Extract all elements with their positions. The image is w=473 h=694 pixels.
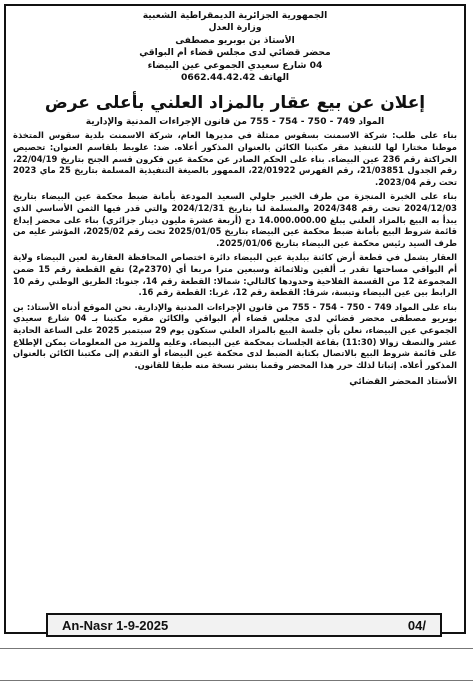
bailiff-phone: الهاتف 0662.44.42.42 (180, 72, 290, 84)
legal-notice (4, 4, 466, 634)
page-divider (0, 648, 473, 649)
paragraph-expertise: بناء على الخبرة المنجزة من طرف الخبير جلولي السعيد المودعة بأمانة ضبط محكمة عين البيضاء بتاريخ 2024/12/03 تحت رقم 2024/348 والمسلمة لنا بتاريخ 2024/12/31 والتي قدر فيها الثمن الأساسي الذي يبدأ به البيع بالمزاد العلني يبلغ 14.000.000.00 دج (أربعة عشرة مليون دينار جزائري) بناء على محضر إيداع قائمة شروط البيع بأمانة ضبط محكمة عين البيضاء بتاريخ 2025/01/05 تحت رقم 2025/02، المؤشر عليه من طرف السيد رئيس محكمة عين البيضاء بتاريخ 2025/01/06. (13, 191, 457, 248)
paragraph-parties: بناء على طلب: شركة الاسمنت بسقوس ممثلة في مديرها العام، شركة الاسمنت بلدية سقوس المتخذة موطنا مختارا لها للتنفيذ مقر مكتبنا الكائن بالعنوان المذكور أعلاه. ضد: علويط بلقاسم العنوان: تحصيص الحراكتة رقم 236 عين البيضاء. بناء على الحكم الصادر عن محكمة عين فكرون قسم الجنح بتاريخ 22/04/19، رقم الجدول 21/03851، رقم الفهرس 22/01922، الممهور بالصيغة التنفيذية المسلمة بتاريخ 25 ماي 2023 تحت رقم 2023/04. (13, 130, 457, 187)
bailiff-address: 04 شارع سعيدي الجموعي عين البيضاء (147, 59, 323, 71)
footer-bar (46, 613, 442, 637)
paragraph-auction: بناء على المواد 749 - 750 - 754 - 755 من قانون الإجراءات المدنية والإدارية. نحن الموقع أدناه الأستاذ: بن بوبريو مصطفى محضر قضائي لدى مجلس قضاء أم البواقي والكائن مقره مكتبنا بـ 04 شارع سعيدي الجموعي عين البيضاء، نعلن بأن جلسة البيع بالمزاد العلني ستكون يوم 29 سبتمبر 2025 على الساعة الحادية عشر والنصف زوالا (11:30) بقاعة الجلسات بمحكمة عين البيضاء. وعليه وللمزيد من المعلومات يمكن الإطلاع على قائمة شروط البيع بالاتصال بكتابة الضبط لدى محكمة عين البيضاء أو التقدم إلى مكتبنا الكائن بالعنوان المذكور أعلاه. إثباتا لذلك حرر هذا المحضر وقمنا بنشر نسخة منه طبقا للقانون. (13, 301, 458, 370)
newspaper-date: An-Nasr 1-9-2025 (62, 617, 169, 633)
legal-basis: المواد 749 - 750 - 754 - 755 من قانون الإجراءات المدنية والإدارية (85, 117, 385, 128)
page-divider (0, 680, 473, 681)
notice-header (13, 10, 457, 84)
bailiff-name: الأستاذ بن بوبريو مصطفى (175, 34, 295, 46)
notice-body (13, 130, 457, 371)
notice-number: 04/ (407, 617, 426, 633)
paragraph-property: العقار يشمل في قطعة أرض كائنة ببلدية عين البيضاء دائرة اختصاص المحافظة العقارية لعين البيضاء ولاية أم البواقي مساحتها تقدر بـ ألفين وثلاثمائة وسبعين مترا مربعا أي (2370م2) تقع القطعة رقم 15 ضمن المجموعة 12 من القسمة الفلاحية وحدودها كالتالي: شمالا: القطعة رقم 14، جنوبا: الطريق الوطني رقم 10 الرابط بين عين البيضاء وتبسة، شرقا: القطعة رقم 12، غربا: القطعة رقم 16. (13, 252, 457, 298)
notice-title: إعلان عن بيع عقار بالمزاد العلني بأعلى عرض (44, 93, 426, 114)
ministry-line: وزارة العدل (208, 22, 262, 34)
bailiff-court: محضر قضائي لدى مجلس قضاء أم البواقي (139, 47, 331, 59)
signature: الأستاذ المحضر القضائي (349, 377, 457, 388)
republic-line: الجمهورية الجزائرية الديمقراطية الشعبية (142, 10, 328, 21)
